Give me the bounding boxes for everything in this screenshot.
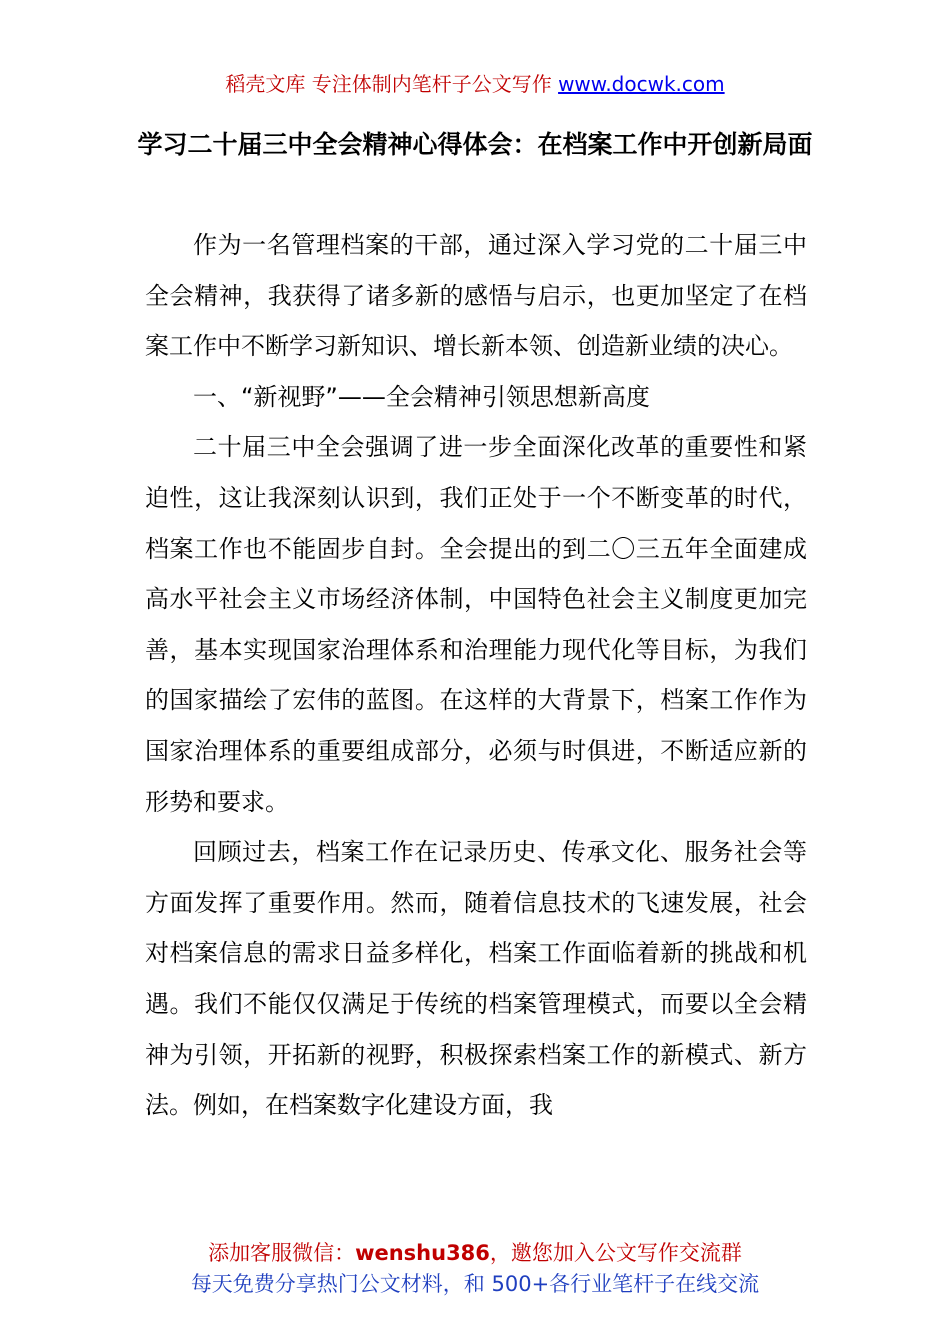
paragraph-section1-body: 二十届三中全会强调了进一步全面深化改革的重要性和紧迫性，这让我深刻认识到，我们正处于一个不断变革的时代，档案工作也不能固步自封。全会提出的到二〇三五年全面建成高水平社会主义市场经济体制，中国特色社会主义制度更加完善，基本实现国家治理体系和治理能力现代化等目标，为我们的国家描绘了宏伟的蓝图。在这样的大背景下，档案工作作为国家治理体系的重要组成部分，必须与时俱进，不断适应新的形势和要求。 <box>145 433 807 816</box>
footer-line-1 <box>0 1238 950 1269</box>
document-body <box>145 220 807 1131</box>
document-title: 学习二十届三中全会精神心得体会：在档案工作中开创新局面 <box>137 130 813 159</box>
watermark-header <box>0 68 950 100</box>
header-url-link[interactable]: www.docwk.com <box>558 72 725 96</box>
section-heading-1: 一、“新视野”——全会精神引领思想新高度 <box>193 382 650 411</box>
footer-wechat-id: wenshu386 <box>355 1241 490 1265</box>
paragraph-review: 回顾过去，档案工作在记录历史、传承文化、服务社会等方面发挥了重要作用。然而，随着信息技术的飞速发展，社会对档案信息的需求日益多样化，档案工作面临着新的挑战和机遇。我们不能仅仅满足于传统的档案管理模式，而要以全会精神为引领，开拓新的视野，积极探索档案工作的新模式、新方法。例如，在档案数字化建设方面，我 <box>145 838 807 1120</box>
header-brand-text: 稻壳文库 专注体制内笔杆子公文写作 <box>225 72 559 96</box>
footer-line-2: 每天免费分享热门公文材料，和 500+各行业笔杆子在线交流 <box>190 1272 760 1296</box>
paragraph-intro: 作为一名管理档案的干部，通过深入学习党的二十届三中全会精神，我获得了诸多新的感悟与启示，也更加坚定了在档案工作中不断学习新知识、增长新本领、创造新业绩的决心。 <box>145 231 807 361</box>
footer-suffix: ，邀您加入公文写作交流群 <box>489 1241 742 1265</box>
watermark-footer <box>0 1238 950 1300</box>
footer-prefix: 添加客服微信： <box>208 1241 356 1265</box>
